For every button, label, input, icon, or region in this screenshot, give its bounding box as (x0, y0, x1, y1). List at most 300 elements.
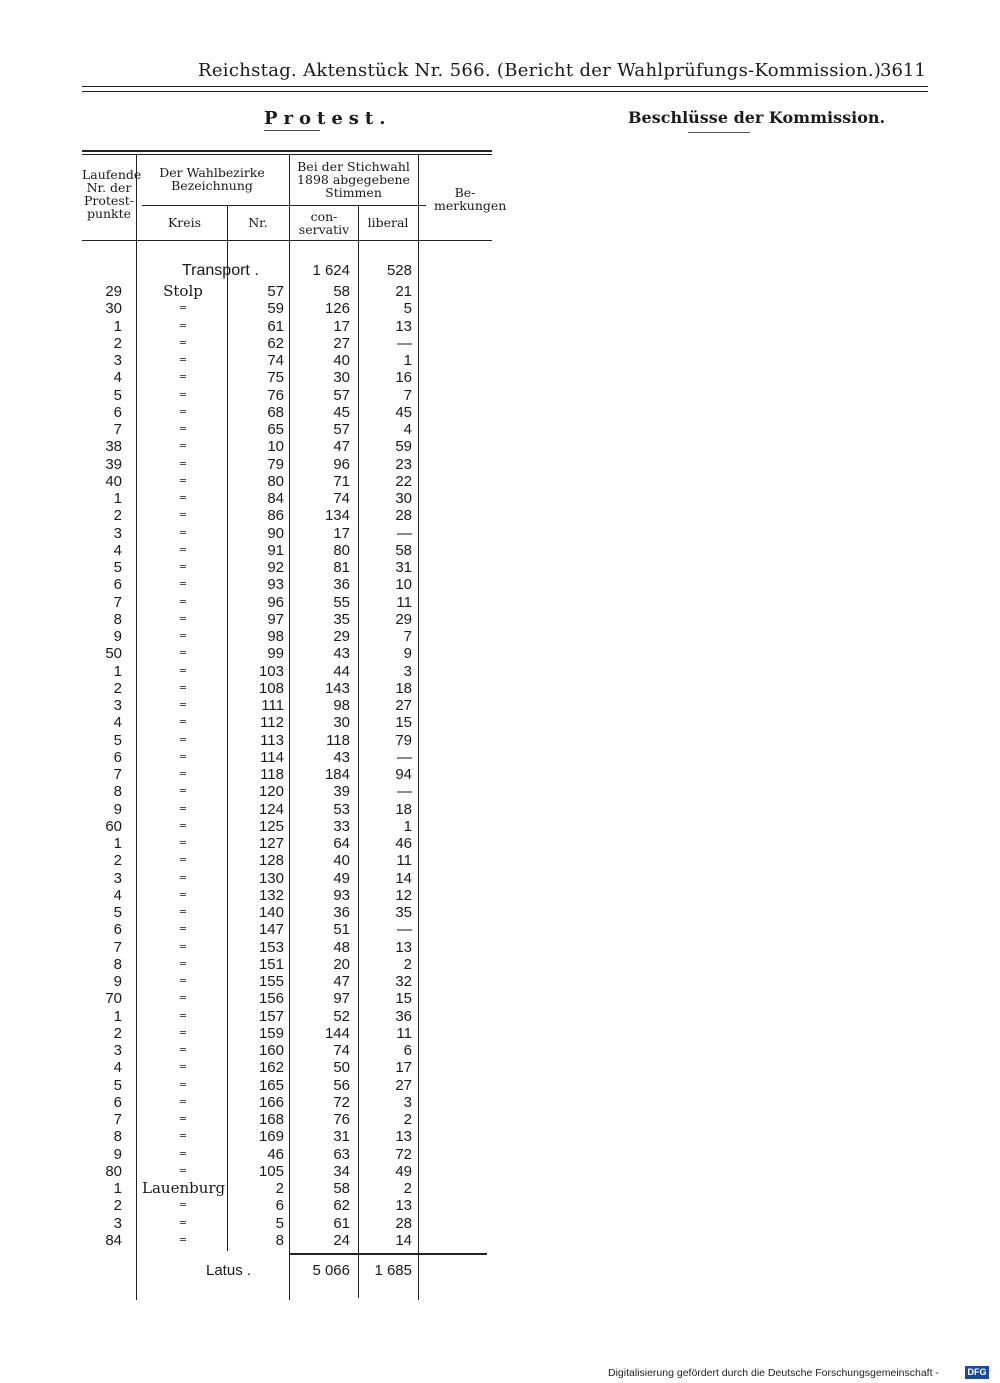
row-kreis: = (178, 458, 188, 470)
table-row (82, 1094, 492, 1111)
row-kreis: = (178, 734, 188, 746)
table-row (82, 387, 492, 404)
row-nr: 105 (258, 1162, 284, 1180)
table-row (82, 956, 492, 973)
row-conservativ: 40 (333, 852, 350, 870)
row-kreis: = (178, 1131, 188, 1143)
header-double-rule (82, 86, 928, 92)
row-liberal: 15 (395, 714, 412, 732)
row-conservativ: 143 (324, 679, 350, 697)
row-nr: 128 (258, 852, 284, 870)
row-conservativ: 80 (333, 541, 350, 559)
row-conservativ: 39 (333, 783, 350, 801)
table-row (82, 645, 492, 662)
row-liberal: 49 (395, 1162, 412, 1180)
row-liberal: 23 (395, 455, 412, 473)
table-row (82, 421, 492, 438)
row-nr: 166 (258, 1093, 284, 1111)
row-kreis: = (178, 786, 188, 798)
row-number: 1 (113, 1007, 122, 1025)
table-row (82, 921, 492, 938)
row-nr: 124 (258, 800, 284, 818)
row-liberal: 1 (403, 352, 412, 369)
table-top-rule (82, 150, 492, 152)
row-kreis: = (178, 1027, 188, 1039)
row-conservativ: 97 (333, 990, 350, 1008)
row-kreis: = (178, 700, 188, 711)
row-kreis: = (178, 475, 188, 487)
row-liberal: 13 (395, 1128, 412, 1146)
row-liberal: 16 (395, 369, 412, 387)
row-number: 8 (113, 610, 122, 628)
row-liberal: 30 (395, 490, 412, 507)
row-kreis: = (178, 493, 188, 504)
row-liberal: 11 (396, 593, 412, 611)
running-head: Reichstag. Aktenstück Nr. 566. (Bericht der Wahlprüfungs-Kommission.) (198, 60, 882, 81)
row-liberal: 2 (403, 1111, 412, 1128)
latus-rule (289, 1253, 487, 1255)
table-row (82, 628, 492, 645)
row-number: 7 (113, 1111, 122, 1128)
row-liberal: 46 (395, 835, 412, 852)
row-nr: 114 (260, 748, 284, 766)
row-nr: 113 (260, 731, 284, 749)
row-number: 2 (113, 507, 122, 525)
row-conservativ: 118 (326, 731, 350, 749)
row-liberal: 12 (395, 886, 412, 904)
row-liberal: 22 (395, 472, 412, 490)
table-row (82, 1232, 492, 1249)
row-liberal: 3 (403, 662, 412, 680)
row-number: 3 (113, 1214, 122, 1232)
row-conservativ: 74 (333, 490, 350, 507)
row-kreis: = (178, 838, 188, 849)
row-nr: 74 (267, 352, 284, 369)
table-row (82, 1025, 492, 1042)
row-nr: 84 (267, 490, 284, 507)
row-kreis: = (178, 1079, 188, 1091)
row-nr: 169 (258, 1128, 284, 1146)
row-nr: 8 (275, 1231, 284, 1249)
row-number: 2 (113, 679, 122, 697)
row-kreis: = (178, 769, 188, 780)
row-kreis: = (178, 1114, 188, 1125)
row-kreis: = (178, 993, 188, 1005)
row-conservativ: 24 (333, 1231, 350, 1249)
row-nr: 140 (258, 904, 284, 921)
header-laufende: Laufende Nr. der Protest-punkte (82, 167, 142, 221)
row-conservativ: 36 (333, 576, 350, 594)
transport-label: Transport . (182, 262, 259, 279)
row-liberal: — (397, 783, 412, 801)
row-nr: 153 (258, 938, 284, 956)
row-nr: 6 (275, 1197, 284, 1215)
row-nr: 111 (261, 697, 284, 714)
row-conservativ: 20 (333, 955, 350, 973)
row-liberal: 35 (395, 904, 412, 921)
row-kreis: = (178, 337, 188, 349)
table-row (82, 680, 492, 697)
row-number: 9 (113, 800, 122, 818)
row-conservativ: 144 (324, 1024, 350, 1042)
row-number: 6 (113, 403, 122, 421)
row-conservativ: 43 (333, 645, 350, 663)
row-liberal: — (397, 334, 412, 352)
row-number: 3 (113, 1042, 122, 1059)
row-kreis: = (178, 544, 188, 556)
row-number: 4 (113, 369, 122, 387)
table-row (82, 1146, 492, 1163)
row-liberal: 1 (403, 817, 412, 835)
row-kreis: = (178, 320, 188, 332)
row-liberal: 14 (395, 1231, 412, 1249)
table-row (82, 352, 492, 369)
row-number: 80 (105, 1162, 122, 1180)
row-conservativ: 61 (333, 1214, 350, 1232)
row-kreis: = (178, 872, 188, 884)
row-conservativ: 45 (333, 403, 350, 421)
row-conservativ: 49 (333, 869, 350, 887)
row-nr: 76 (267, 386, 284, 404)
row-number: 3 (113, 524, 122, 542)
table-row (82, 456, 492, 473)
row-conservativ: 134 (324, 507, 350, 525)
row-number: 38 (105, 438, 122, 456)
row-number: 1 (113, 317, 122, 335)
row-liberal: 58 (395, 541, 412, 559)
table-row (82, 783, 492, 800)
row-conservativ: 57 (333, 421, 350, 438)
row-conservativ: 27 (333, 334, 350, 352)
row-conservativ: 58 (333, 283, 350, 300)
row-liberal: 59 (395, 438, 412, 456)
table-row (82, 1163, 492, 1180)
dfg-logo: DFG (965, 1366, 989, 1379)
row-kreis: = (178, 682, 188, 694)
row-number: 1 (113, 1180, 122, 1197)
row-kreis: = (178, 907, 188, 918)
row-number: 60 (105, 817, 122, 835)
row-number: 9 (113, 628, 122, 645)
table-row (82, 1215, 492, 1232)
row-conservativ: 47 (333, 973, 350, 990)
table-row (82, 1008, 492, 1025)
row-liberal: 13 (395, 938, 412, 956)
row-nr: 147 (258, 921, 284, 939)
row-number: 3 (113, 869, 122, 887)
row-conservativ: 33 (333, 817, 350, 835)
row-nr: 92 (267, 559, 284, 576)
row-number: 70 (105, 990, 122, 1008)
table-row (82, 1197, 492, 1214)
row-kreis: = (178, 941, 188, 953)
row-nr: 96 (267, 593, 284, 611)
row-conservativ: 36 (333, 904, 350, 921)
row-kreis: = (178, 958, 188, 970)
row-number: 5 (113, 559, 122, 576)
row-nr: 98 (267, 628, 284, 645)
row-number: 3 (113, 697, 122, 714)
table-row (82, 835, 492, 852)
row-nr: 46 (267, 1145, 284, 1163)
table-row (82, 473, 492, 490)
row-kreis: Stolp (163, 282, 203, 300)
row-liberal: 13 (395, 317, 412, 335)
row-conservativ: 81 (333, 559, 350, 576)
row-number: 5 (113, 386, 122, 404)
row-liberal: 32 (395, 973, 412, 990)
row-kreis: Lauenburg (142, 1179, 226, 1197)
row-liberal: 28 (395, 507, 412, 525)
table-row (82, 801, 492, 818)
table-row (82, 594, 492, 611)
row-number: 39 (105, 455, 122, 473)
row-nr: 86 (267, 507, 284, 525)
row-liberal: 79 (395, 731, 412, 749)
header-nr: Nr. (248, 215, 268, 230)
row-conservativ: 43 (333, 748, 350, 766)
header-bottom-rule (82, 240, 492, 241)
row-number: 5 (113, 731, 122, 749)
table-row (82, 559, 492, 576)
row-liberal: 2 (403, 1180, 412, 1197)
row-number: 9 (113, 1145, 122, 1163)
row-nr: 57 (267, 283, 284, 300)
table-row (82, 1111, 492, 1128)
row-number: 2 (113, 1197, 122, 1215)
row-liberal: 11 (396, 1024, 412, 1042)
header-bemerkungen: Be-merkungen (434, 185, 507, 213)
row-kreis: = (178, 527, 188, 539)
row-liberal: 72 (395, 1145, 412, 1163)
row-kreis: = (178, 424, 188, 435)
row-nr: 79 (267, 455, 284, 473)
row-liberal: 13 (395, 1197, 412, 1215)
table-row (82, 335, 492, 352)
row-number: 2 (113, 1024, 122, 1042)
row-kreis: = (178, 406, 188, 418)
row-nr: 165 (258, 1076, 284, 1094)
table-row (82, 939, 492, 956)
row-number: 4 (113, 886, 122, 904)
table-row (82, 438, 492, 455)
table-row (82, 404, 492, 421)
table-row (82, 818, 492, 835)
row-conservativ: 71 (333, 472, 350, 490)
table-row (82, 714, 492, 731)
table-row (82, 852, 492, 869)
row-nr: 155 (258, 973, 284, 990)
row-liberal: 36 (395, 1007, 412, 1025)
row-liberal: 27 (395, 697, 412, 714)
row-number: 5 (113, 1076, 122, 1094)
table-row (82, 507, 492, 524)
row-nr: 159 (258, 1024, 284, 1042)
table-row (82, 283, 492, 300)
row-number: 6 (113, 748, 122, 766)
row-nr: 168 (258, 1111, 284, 1128)
row-number: 29 (105, 283, 122, 300)
row-kreis: = (178, 1045, 188, 1056)
row-kreis: = (178, 303, 188, 315)
table-row (82, 870, 492, 887)
row-conservativ: 51 (333, 921, 350, 939)
row-kreis: = (178, 389, 188, 401)
table-row (82, 1059, 492, 1076)
row-number: 9 (113, 973, 122, 990)
row-number: 3 (113, 352, 122, 369)
row-number: 4 (113, 541, 122, 559)
table-row (82, 732, 492, 749)
row-nr: 91 (267, 541, 284, 559)
page-number: 3611 (880, 60, 926, 81)
row-liberal: 31 (395, 559, 412, 576)
row-conservativ: 17 (333, 317, 350, 335)
header-stichwahl: Bei der Stichwahl 1898 abgegebene Stimmen (297, 159, 410, 200)
row-kreis: = (178, 976, 188, 987)
row-nr: 2 (275, 1180, 284, 1197)
row-nr: 120 (258, 783, 284, 801)
table-row (82, 300, 492, 317)
row-nr: 103 (258, 662, 284, 680)
table-top-rule-2 (82, 154, 492, 155)
row-nr: 157 (258, 1007, 284, 1025)
row-liberal: — (397, 748, 412, 766)
row-conservativ: 47 (333, 438, 350, 456)
row-conservativ: 74 (333, 1042, 350, 1059)
row-conservativ: 40 (333, 352, 350, 369)
row-conservativ: 63 (333, 1145, 350, 1163)
table-row (82, 611, 492, 628)
header-conservativ: con-servativ (298, 209, 350, 237)
row-nr: 90 (267, 524, 284, 542)
row-conservativ: 98 (333, 697, 350, 714)
row-kreis: = (178, 1234, 188, 1246)
row-kreis: = (178, 1165, 188, 1177)
row-nr: 130 (258, 869, 284, 887)
table-row (82, 576, 492, 593)
row-number: 7 (113, 938, 122, 956)
row-liberal: 18 (395, 800, 412, 818)
table-row (82, 490, 492, 507)
table-row (82, 1180, 492, 1197)
row-conservativ: 17 (333, 524, 350, 542)
row-conservativ: 72 (333, 1093, 350, 1111)
protest-table (82, 150, 507, 1300)
row-conservativ: 58 (333, 1180, 350, 1197)
row-nr: 160 (258, 1042, 284, 1059)
table-row (82, 663, 492, 680)
row-liberal: 17 (395, 1059, 412, 1077)
row-number: 30 (105, 300, 122, 318)
row-kreis: = (178, 717, 188, 729)
row-number: 1 (113, 835, 122, 852)
row-kreis: = (178, 751, 188, 763)
table-row (82, 1128, 492, 1145)
row-kreis: = (178, 803, 188, 815)
transport-conservativ: 1 624 (312, 262, 350, 279)
row-nr: 5 (275, 1214, 284, 1232)
row-nr: 118 (260, 766, 284, 783)
row-conservativ: 56 (333, 1076, 350, 1094)
row-kreis: = (178, 889, 188, 901)
row-nr: 162 (258, 1059, 284, 1077)
row-nr: 10 (267, 438, 284, 456)
header-liberal: liberal (367, 215, 409, 230)
row-conservativ: 57 (333, 386, 350, 404)
row-liberal: 27 (395, 1076, 412, 1094)
row-liberal: 15 (395, 990, 412, 1008)
row-number: 6 (113, 1093, 122, 1111)
row-nr: 59 (267, 300, 284, 318)
row-number: 84 (105, 1231, 122, 1249)
row-kreis: = (178, 441, 188, 453)
row-conservativ: 55 (333, 593, 350, 611)
row-nr: 151 (258, 955, 284, 973)
row-number: 2 (113, 334, 122, 352)
row-conservativ: 48 (333, 938, 350, 956)
row-kreis: = (178, 924, 188, 936)
row-number: 7 (113, 766, 122, 783)
row-nr: 108 (258, 679, 284, 697)
header-subrule (142, 205, 426, 206)
row-number: 8 (113, 955, 122, 973)
row-liberal: 10 (395, 576, 412, 594)
row-nr: 125 (258, 817, 284, 835)
row-conservativ: 35 (333, 610, 350, 628)
row-conservativ: 96 (333, 455, 350, 473)
row-conservativ: 44 (333, 662, 350, 680)
row-nr: 93 (267, 576, 284, 594)
row-kreis: = (178, 665, 188, 677)
row-kreis: = (178, 596, 188, 608)
row-kreis: = (178, 648, 188, 660)
row-conservativ: 30 (333, 369, 350, 387)
row-kreis: = (178, 1096, 188, 1108)
row-kreis: = (178, 1062, 188, 1074)
row-nr: 80 (267, 472, 284, 490)
row-nr: 97 (267, 610, 284, 628)
row-liberal: 94 (395, 766, 412, 783)
row-nr: 156 (258, 990, 284, 1008)
row-conservativ: 29 (333, 628, 350, 645)
row-number: 1 (113, 490, 122, 507)
row-liberal: 28 (395, 1214, 412, 1232)
row-number: 50 (105, 645, 122, 663)
row-liberal: 7 (403, 628, 412, 645)
row-number: 7 (113, 421, 122, 438)
row-liberal: 18 (395, 679, 412, 697)
row-nr: 132 (258, 886, 284, 904)
row-liberal: 45 (395, 403, 412, 421)
row-number: 5 (113, 904, 122, 921)
row-conservativ: 64 (333, 835, 350, 852)
row-conservativ: 53 (333, 800, 350, 818)
table-row (82, 887, 492, 904)
row-kreis: = (178, 562, 188, 573)
row-nr: 127 (258, 835, 284, 852)
header-wahlbezirke: Der Wahlbezirke Bezeichnung (159, 165, 265, 193)
row-kreis: = (178, 1010, 188, 1022)
row-conservativ: 31 (333, 1128, 350, 1146)
row-conservativ: 34 (333, 1162, 350, 1180)
row-number: 2 (113, 852, 122, 870)
row-liberal: — (397, 524, 412, 542)
row-kreis: = (178, 510, 188, 522)
row-kreis: = (178, 372, 188, 384)
row-number: 40 (105, 472, 122, 490)
row-number: 6 (113, 576, 122, 594)
